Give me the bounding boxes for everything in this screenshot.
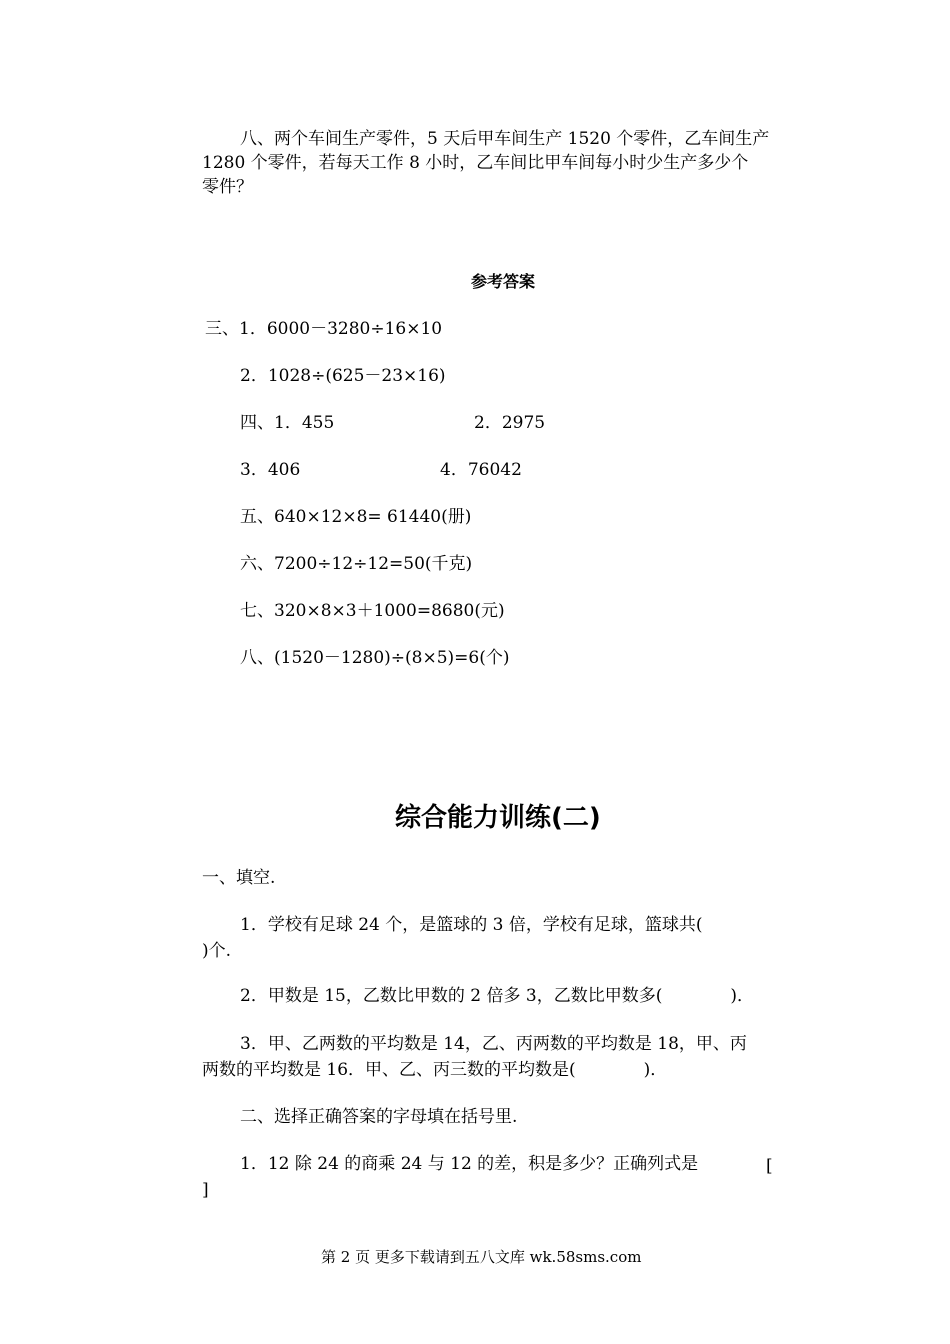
fill-3-line2: 两数的平均数是 16．甲、乙、丙三数的平均数是( )． [202,1060,668,1080]
fill-2: 2．甲数是 15，乙数比甲数的 2 倍多 3，乙数比甲数多( )． [240,986,754,1006]
choice-1-bracket-close: ] [202,1180,209,1200]
fill-1-line1: 1．学校有足球 24 个，是篮球的 3 倍，学校有足球，篮球共( [240,915,703,935]
answer-4-4: 4．76042 [440,460,522,480]
answer-4-3: 3．406 [240,460,301,480]
section-title: 综合能力训练(二) [395,803,601,833]
answer-3-2: 2．1028÷(625－23×16) [240,366,446,386]
choice-1-bracket-open: [ [766,1156,773,1176]
answer-3-1: 三、1．6000－3280÷16×10 [205,319,443,339]
choice-1-line1: 1．12 除 24 的商乘 24 与 12 的差，积是多少？正确列式是 [240,1154,699,1174]
q8-line1: 八、两个车间生产零件，5 天后甲车间生产 1520 个零件，乙车间生产 [240,129,770,149]
fill-1-line2: )个. [202,941,232,961]
q8-line3: 零件？ [202,177,253,197]
choice-heading: 二、选择正确答案的字母填在括号里. [240,1107,518,1127]
answer-4-1: 四、1．455 [240,413,335,433]
fill-3-line1: 3．甲、乙两数的平均数是 14，乙、丙两数的平均数是 18，甲、丙 [240,1034,747,1054]
answer-5: 五、640×12×8= 61440(册) [240,507,472,527]
answer-8: 八、(1520－1280)÷(8×5)=6(个) [240,648,510,668]
q8-line2: 1280 个零件，若每天工作 8 小时，乙车间比甲车间每小时少生产多少个 [202,153,749,173]
fill-heading: 一、填空. [202,868,276,888]
answer-6: 六、7200÷12÷12=50(千克) [240,554,473,574]
page-footer: 第 2 页 更多下载请到五八文库 wk.58sms.com [321,1248,642,1266]
answer-4-2: 2．2975 [474,413,546,433]
answers-title: 参考答案 [471,272,536,291]
answer-7: 七、320×8×3＋1000=8680(元) [240,601,505,621]
